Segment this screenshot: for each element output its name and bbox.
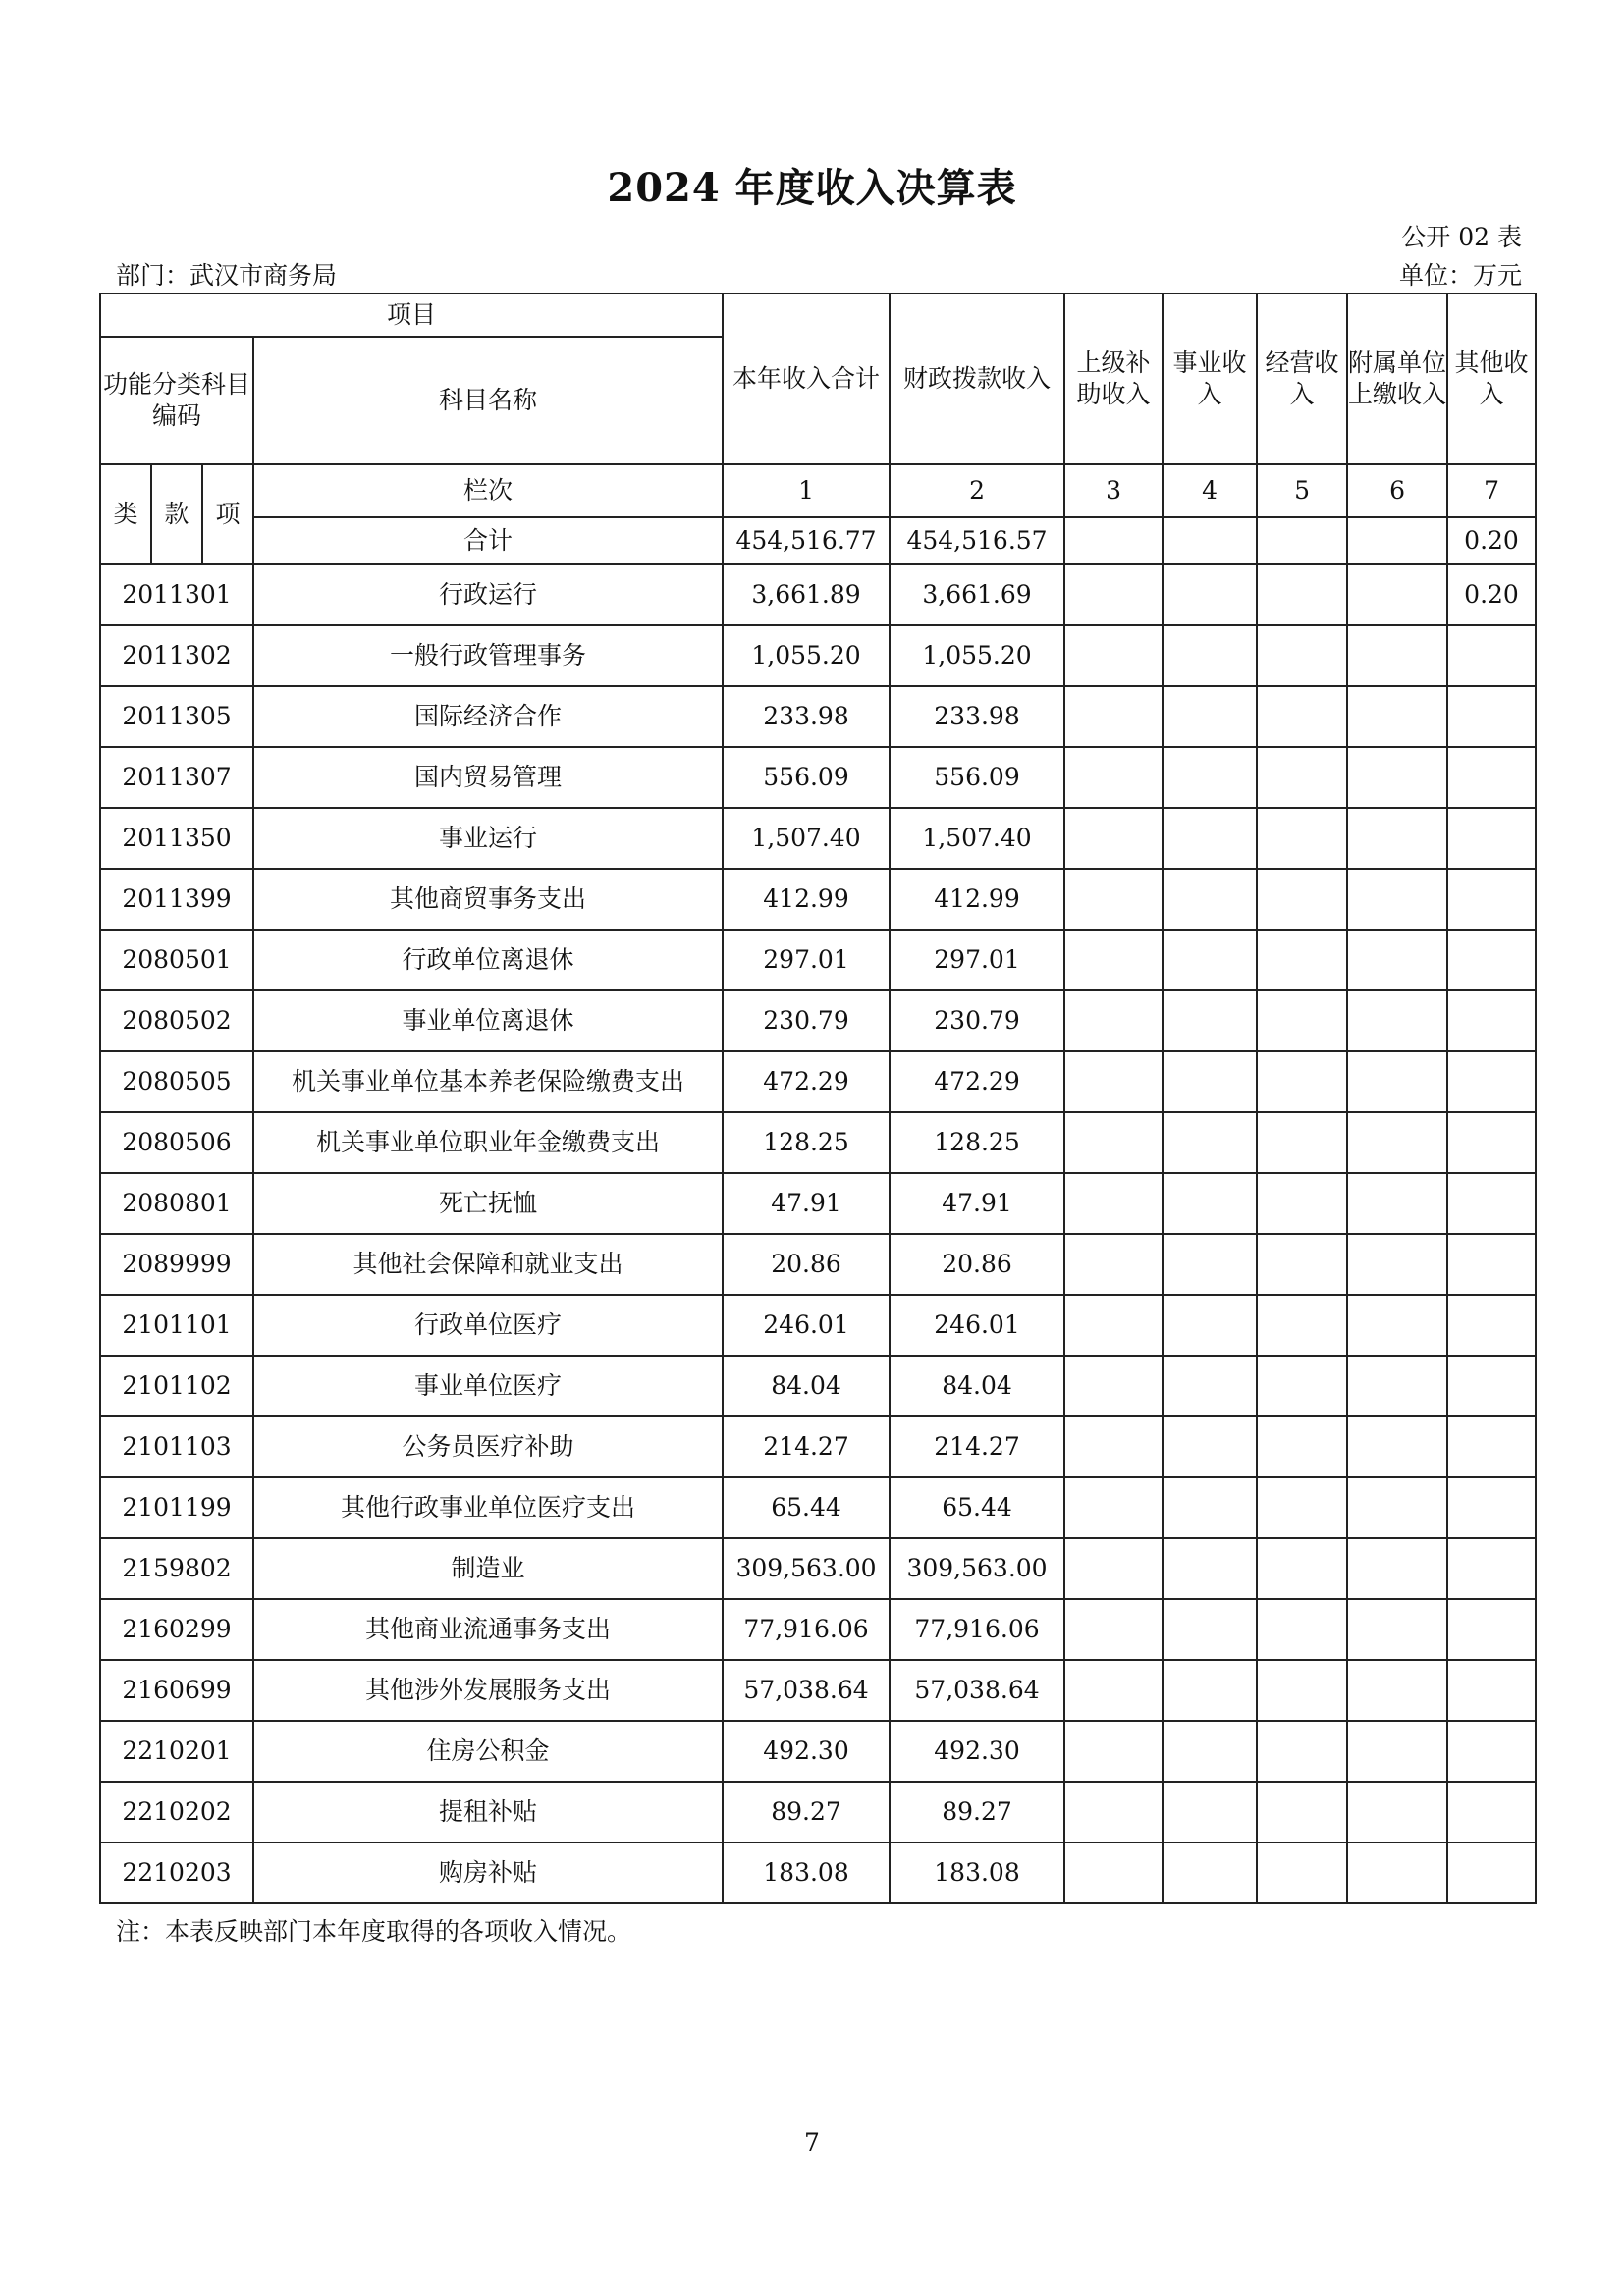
amount-cell	[1163, 625, 1257, 686]
amount-cell	[1064, 1782, 1163, 1842]
table-row	[100, 1660, 1536, 1721]
amount-cell	[1447, 1721, 1536, 1782]
amount-cell	[1257, 1051, 1347, 1112]
subject-name: 行政单位医疗	[253, 1295, 723, 1356]
amount-cell	[1347, 1173, 1447, 1234]
total-value	[1257, 517, 1347, 564]
subject-code: 2080506	[100, 1112, 253, 1173]
column-header-3: 上级补助收入	[1064, 294, 1163, 464]
subject-name: 国内贸易管理	[253, 747, 723, 808]
subject-code: 2160699	[100, 1660, 253, 1721]
amount-cell: 183.08	[723, 1842, 890, 1903]
amount-cell	[1163, 990, 1257, 1051]
amount-cell: 1,055.20	[890, 625, 1064, 686]
subject-code: 2210202	[100, 1782, 253, 1842]
amount-cell	[1347, 686, 1447, 747]
amount-cell: 77,916.06	[890, 1599, 1064, 1660]
amount-cell	[1064, 1477, 1163, 1538]
table-row	[100, 1234, 1536, 1295]
amount-cell	[1347, 1051, 1447, 1112]
column-number: 2	[890, 464, 1064, 517]
amount-cell	[1257, 1538, 1347, 1599]
amount-cell	[1447, 1599, 1536, 1660]
amount-cell: 89.27	[723, 1782, 890, 1842]
subject-code: 2011301	[100, 564, 253, 625]
amount-cell	[1347, 930, 1447, 990]
amount-cell	[1347, 747, 1447, 808]
amount-cell	[1347, 1538, 1447, 1599]
amount-cell: 47.91	[890, 1173, 1064, 1234]
amount-cell	[1257, 1112, 1347, 1173]
amount-cell	[1347, 1782, 1447, 1842]
amount-cell	[1163, 1477, 1257, 1538]
xiang-header: 项	[202, 464, 253, 564]
amount-cell	[1257, 1477, 1347, 1538]
amount-cell: 472.29	[890, 1051, 1064, 1112]
amount-cell	[1163, 747, 1257, 808]
amount-cell	[1447, 1051, 1536, 1112]
subject-code: 2101103	[100, 1416, 253, 1477]
revenue-table	[99, 293, 1537, 1904]
amount-cell	[1257, 1599, 1347, 1660]
table-row	[100, 1599, 1536, 1660]
subject-name: 事业单位医疗	[253, 1356, 723, 1416]
amount-cell	[1064, 1112, 1163, 1173]
amount-cell: 1,055.20	[723, 625, 890, 686]
amount-cell: 233.98	[723, 686, 890, 747]
table-row	[100, 686, 1536, 747]
amount-cell	[1163, 1051, 1257, 1112]
amount-cell	[1447, 930, 1536, 990]
amount-cell: 492.30	[723, 1721, 890, 1782]
unit-label: 单位：万元	[1398, 261, 1522, 290]
amount-cell	[1447, 1416, 1536, 1477]
amount-cell	[1163, 1295, 1257, 1356]
amount-cell	[1447, 1234, 1536, 1295]
amount-cell: 89.27	[890, 1782, 1064, 1842]
amount-cell	[1257, 686, 1347, 747]
total-value	[1163, 517, 1257, 564]
column-number: 5	[1257, 464, 1347, 517]
amount-cell	[1447, 1295, 1536, 1356]
amount-cell	[1347, 1295, 1447, 1356]
amount-cell	[1064, 990, 1163, 1051]
amount-cell	[1064, 747, 1163, 808]
amount-cell: 412.99	[890, 869, 1064, 930]
project-header: 项目	[100, 294, 723, 337]
table-row	[100, 1173, 1536, 1234]
subject-name: 其他涉外发展服务支出	[253, 1660, 723, 1721]
amount-cell	[1064, 930, 1163, 990]
amount-cell: 128.25	[890, 1112, 1064, 1173]
amount-cell	[1447, 869, 1536, 930]
amount-cell: 1,507.40	[723, 808, 890, 869]
subject-code: 2210203	[100, 1842, 253, 1903]
amount-cell	[1447, 990, 1536, 1051]
amount-cell	[1163, 930, 1257, 990]
amount-cell	[1257, 808, 1347, 869]
total-value	[1064, 517, 1163, 564]
amount-cell	[1064, 1599, 1163, 1660]
subject-name: 事业运行	[253, 808, 723, 869]
table-row	[100, 1782, 1536, 1842]
amount-cell	[1347, 1660, 1447, 1721]
amount-cell	[1347, 1477, 1447, 1538]
table-row	[100, 747, 1536, 808]
amount-cell	[1257, 990, 1347, 1051]
amount-cell	[1163, 808, 1257, 869]
column-number: 3	[1064, 464, 1163, 517]
amount-cell	[1447, 625, 1536, 686]
amount-cell	[1257, 625, 1347, 686]
subject-code: 2089999	[100, 1234, 253, 1295]
subject-code: 2101199	[100, 1477, 253, 1538]
amount-cell	[1257, 1295, 1347, 1356]
subject-name: 死亡抚恤	[253, 1173, 723, 1234]
amount-cell	[1347, 1356, 1447, 1416]
amount-cell: 412.99	[723, 869, 890, 930]
amount-cell	[1257, 930, 1347, 990]
amount-cell	[1064, 564, 1163, 625]
amount-cell: 57,038.64	[723, 1660, 890, 1721]
amount-cell	[1064, 1660, 1163, 1721]
func-code-header: 功能分类科目编码	[100, 337, 253, 464]
amount-cell	[1347, 1416, 1447, 1477]
column-header-7: 其他收入	[1447, 294, 1536, 464]
subject-name: 行政单位离退休	[253, 930, 723, 990]
amount-cell: 84.04	[723, 1356, 890, 1416]
table-row	[100, 1051, 1536, 1112]
amount-cell: 230.79	[723, 990, 890, 1051]
subject-name: 机关事业单位基本养老保险缴费支出	[253, 1051, 723, 1112]
amount-cell	[1447, 1477, 1536, 1538]
subject-code: 2101102	[100, 1356, 253, 1416]
amount-cell	[1347, 808, 1447, 869]
column-order-label: 栏次	[253, 464, 723, 517]
amount-cell	[1064, 1295, 1163, 1356]
subject-name: 购房补贴	[253, 1842, 723, 1903]
subject-name: 住房公积金	[253, 1721, 723, 1782]
table-row	[100, 625, 1536, 686]
subject-code: 2080501	[100, 930, 253, 990]
amount-cell	[1163, 1356, 1257, 1416]
subject-code: 2011302	[100, 625, 253, 686]
form-code: 公开 02 表	[1401, 223, 1522, 251]
amount-cell: 246.01	[890, 1295, 1064, 1356]
amount-cell	[1257, 1782, 1347, 1842]
amount-cell	[1447, 1173, 1536, 1234]
amount-cell	[1064, 1356, 1163, 1416]
table-row	[100, 869, 1536, 930]
amount-cell: 492.30	[890, 1721, 1064, 1782]
amount-cell: 472.29	[723, 1051, 890, 1112]
amount-cell: 297.01	[723, 930, 890, 990]
table-row	[100, 1721, 1536, 1782]
amount-cell: 297.01	[890, 930, 1064, 990]
amount-cell	[1347, 990, 1447, 1051]
table-row	[100, 990, 1536, 1051]
subject-code: 2080502	[100, 990, 253, 1051]
amount-cell: 20.86	[723, 1234, 890, 1295]
amount-cell: 3,661.89	[723, 564, 890, 625]
kuan-header: 款	[151, 464, 202, 564]
table-row	[100, 1416, 1536, 1477]
amount-cell	[1064, 1173, 1163, 1234]
subject-name: 机关事业单位职业年金缴费支出	[253, 1112, 723, 1173]
subject-name: 行政运行	[253, 564, 723, 625]
amount-cell	[1447, 808, 1536, 869]
amount-cell	[1163, 1782, 1257, 1842]
subject-code: 2080801	[100, 1173, 253, 1234]
amount-cell	[1257, 1173, 1347, 1234]
column-header-1: 本年收入合计	[723, 294, 890, 464]
amount-cell	[1064, 625, 1163, 686]
amount-cell: 1,507.40	[890, 808, 1064, 869]
total-value: 454,516.57	[890, 517, 1064, 564]
amount-cell: 128.25	[723, 1112, 890, 1173]
amount-cell: 309,563.00	[723, 1538, 890, 1599]
column-number: 6	[1347, 464, 1447, 517]
total-row	[100, 517, 1536, 564]
amount-cell: 556.09	[890, 747, 1064, 808]
subject-code: 2011305	[100, 686, 253, 747]
amount-cell	[1347, 625, 1447, 686]
amount-cell	[1347, 1721, 1447, 1782]
column-number: 7	[1447, 464, 1536, 517]
subject-name: 其他社会保障和就业支出	[253, 1234, 723, 1295]
amount-cell	[1163, 1660, 1257, 1721]
amount-cell	[1347, 1234, 1447, 1295]
subject-name: 其他商业流通事务支出	[253, 1599, 723, 1660]
subject-name: 制造业	[253, 1538, 723, 1599]
amount-cell	[1064, 1051, 1163, 1112]
table-row	[100, 1356, 1536, 1416]
subject-name: 其他商贸事务支出	[253, 869, 723, 930]
subject-code: 2210201	[100, 1721, 253, 1782]
page-number: 7	[804, 2128, 820, 2157]
amount-cell	[1447, 1842, 1536, 1903]
amount-cell: 20.86	[890, 1234, 1064, 1295]
subject-code: 2101101	[100, 1295, 253, 1356]
table-row	[100, 1842, 1536, 1903]
page-title: 2024 年度收入决算表	[607, 165, 1017, 211]
table-row	[100, 1477, 1536, 1538]
amount-cell: 233.98	[890, 686, 1064, 747]
subject-name: 一般行政管理事务	[253, 625, 723, 686]
column-header-4: 事业收入	[1163, 294, 1257, 464]
amount-cell	[1064, 1234, 1163, 1295]
amount-cell: 214.27	[890, 1416, 1064, 1477]
amount-cell	[1257, 1356, 1347, 1416]
amount-cell	[1447, 747, 1536, 808]
amount-cell	[1447, 1112, 1536, 1173]
amount-cell	[1447, 1782, 1536, 1842]
table-row	[100, 1538, 1536, 1599]
column-header-6: 附属单位上缴收入	[1347, 294, 1447, 464]
subject-code: 2011350	[100, 808, 253, 869]
amount-cell	[1163, 1538, 1257, 1599]
amount-cell	[1163, 1721, 1257, 1782]
subject-name: 国际经济合作	[253, 686, 723, 747]
amount-cell	[1064, 1416, 1163, 1477]
table-row	[100, 808, 1536, 869]
amount-cell: 246.01	[723, 1295, 890, 1356]
amount-cell	[1447, 1538, 1536, 1599]
amount-cell: 0.20	[1447, 564, 1536, 625]
column-header-2: 财政拨款收入	[890, 294, 1064, 464]
amount-cell	[1447, 1660, 1536, 1721]
table-row	[100, 1112, 1536, 1173]
amount-cell	[1257, 747, 1347, 808]
amount-cell	[1347, 1112, 1447, 1173]
amount-cell	[1347, 1842, 1447, 1903]
column-number: 1	[723, 464, 890, 517]
table-row	[100, 1295, 1536, 1356]
amount-cell	[1163, 686, 1257, 747]
amount-cell: 65.44	[723, 1477, 890, 1538]
amount-cell	[1163, 1842, 1257, 1903]
amount-cell	[1447, 1356, 1536, 1416]
amount-cell: 214.27	[723, 1416, 890, 1477]
subject-name: 其他行政事业单位医疗支出	[253, 1477, 723, 1538]
amount-cell	[1257, 1660, 1347, 1721]
amount-cell	[1257, 1842, 1347, 1903]
total-value	[1347, 517, 1447, 564]
amount-cell: 230.79	[890, 990, 1064, 1051]
amount-cell	[1163, 1234, 1257, 1295]
amount-cell	[1257, 1721, 1347, 1782]
amount-cell	[1163, 1416, 1257, 1477]
amount-cell	[1447, 686, 1536, 747]
amount-cell: 556.09	[723, 747, 890, 808]
amount-cell	[1064, 808, 1163, 869]
amount-cell	[1163, 1112, 1257, 1173]
subject-name: 提租补贴	[253, 1782, 723, 1842]
amount-cell	[1257, 1234, 1347, 1295]
total-value: 0.20	[1447, 517, 1536, 564]
subject-name: 事业单位离退休	[253, 990, 723, 1051]
amount-cell: 65.44	[890, 1477, 1064, 1538]
amount-cell	[1257, 1416, 1347, 1477]
amount-cell	[1347, 1599, 1447, 1660]
amount-cell: 77,916.06	[723, 1599, 890, 1660]
amount-cell: 3,661.69	[890, 564, 1064, 625]
amount-cell	[1163, 869, 1257, 930]
amount-cell	[1347, 869, 1447, 930]
amount-cell: 183.08	[890, 1842, 1064, 1903]
department-label: 部门：武汉市商务局	[116, 261, 338, 290]
amount-cell	[1347, 564, 1447, 625]
column-number: 4	[1163, 464, 1257, 517]
amount-cell	[1163, 1173, 1257, 1234]
subject-code: 2011307	[100, 747, 253, 808]
amount-cell	[1064, 1721, 1163, 1782]
lei-header: 类	[100, 464, 151, 564]
subject-code: 2011399	[100, 869, 253, 930]
amount-cell	[1064, 686, 1163, 747]
subject-name: 公务员医疗补助	[253, 1416, 723, 1477]
amount-cell: 47.91	[723, 1173, 890, 1234]
subject-code: 2159802	[100, 1538, 253, 1599]
total-value: 454,516.77	[723, 517, 890, 564]
amount-cell	[1257, 564, 1347, 625]
footnote: 注：本表反映部门本年度取得的各项收入情况。	[116, 1917, 632, 1946]
total-label: 合计	[253, 517, 723, 564]
amount-cell	[1064, 1842, 1163, 1903]
amount-cell	[1257, 869, 1347, 930]
amount-cell	[1064, 869, 1163, 930]
subject-code: 2080505	[100, 1051, 253, 1112]
amount-cell: 84.04	[890, 1356, 1064, 1416]
amount-cell: 309,563.00	[890, 1538, 1064, 1599]
subject-code: 2160299	[100, 1599, 253, 1660]
table-row	[100, 564, 1536, 625]
column-header-5: 经营收入	[1257, 294, 1347, 464]
amount-cell	[1163, 564, 1257, 625]
amount-cell: 57,038.64	[890, 1660, 1064, 1721]
amount-cell	[1163, 1599, 1257, 1660]
subject-name-header: 科目名称	[253, 337, 723, 464]
amount-cell	[1064, 1538, 1163, 1599]
table-row	[100, 930, 1536, 990]
